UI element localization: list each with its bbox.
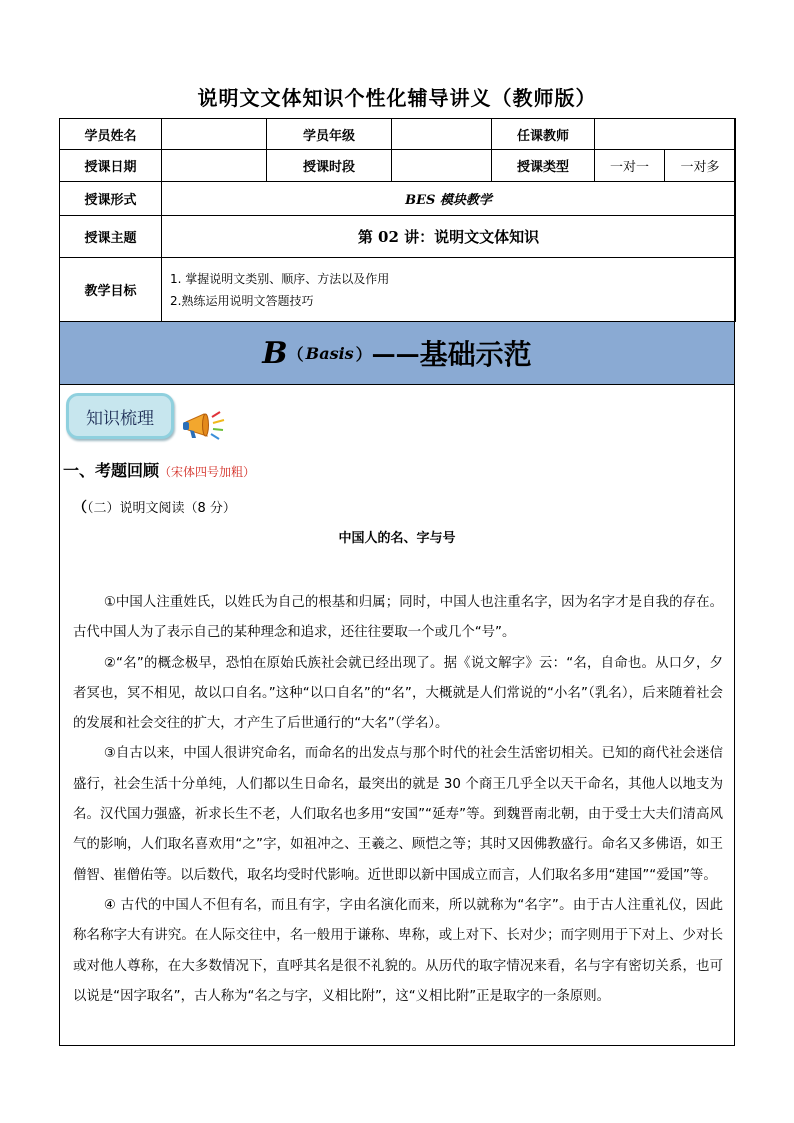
article-paragraph: ③自古以来，中国人很讲究命名，而命名的出发点与那个时代的社会生活密切相关。已知的商代社会迷信盛行，社会生活十分单纯，人们都以生日命名，最突出的就是 30 个商王几乎全以天干命名，其他人以地支为名。汉代国力强盛，祈求长生不老，人们取名也多用“安国”“延寿”等。到魏晋南北朝，由于受士大夫们清高风气的影响，人们取名喜欢用“之”字，如祖冲之、王羲之、顾恺之等；其时又因佛教盛行。命名又多佛语，如王僧智、崔僧佑等。以后数代，取名均受时代影响。近世即以新中国成立而言，人们取名多用“建国”“爱国”等。 [73,746,723,883]
topic-label: 授课主题 [60,216,162,258]
student-name-label: 学员姓名 [60,119,162,150]
banner-paren-close: ） [355,344,372,364]
knowledge-badge: 知识梳理 [66,393,174,439]
grade-field[interactable] [392,119,492,150]
type-label: 授课类型 [492,150,595,182]
period-field[interactable] [392,150,492,182]
goal-item: 2.熟练运用说明文答题技巧 [170,293,314,308]
form-value: BES 模块教学 [162,182,736,216]
banner-title: 基础示范 [419,338,532,371]
date-field[interactable] [162,150,267,182]
goal-list [162,258,736,322]
type-option-one-on-one[interactable]: 一对一 [595,150,665,182]
subsection-open-paren: （ [73,500,87,516]
banner-dash: —— [371,338,420,368]
subsection-text: （二）说明文阅读（8 分） [87,501,236,516]
date-label: 授课日期 [60,150,162,182]
form-label: 授课形式 [60,182,162,216]
section-banner [60,322,734,385]
article-paragraph: ②“名”的概念极早，恐怕在原始氏族社会就已经出现了。据《说文解字》云：“名，自命也。从口夕，夕者冥也，冥不相见，故以口自名。”这种“以口自名”的“名”，大概就是人们常说的“小名”（乳名），后来随着社会的发展和社会交往的扩大，才产生了后世通行的“大名”（学名）。 [73,655,723,732]
section-heading-text: 一、考题回顾 [63,461,160,480]
banner-letter: B [262,335,288,371]
megaphone-icon [180,408,228,444]
grade-label: 学员年级 [267,119,392,150]
article-paragraph: ④ 古代的中国人不但有名，而且有字，字由名演化而来，所以就称为“名字”。由于古人注重礼仪，因此称名称字大有讲究。在人际交往中，名一般用于谦称、卑称，或上对下、长对少；而字则用于下对上、少对长或对他人尊称，在大多数情况下，直呼其名是很不礼貌的。从历代的取字情况来看，名与字有密切关系，也可以说是“因字取名”，古人称为“名之与字，义相比附”，这“义相比附”正是取字的一条原则。 [73,897,723,1004]
article-paragraph: ①中国人注重姓氏，以姓氏为自己的根基和归属；同时，中国人也注重名字，因为名字才是自我的存在。古代中国人为了表示自己的某种理念和追求，还往往要取一个或几个“号”。 [73,595,723,641]
info-table [59,118,736,322]
banner-word: Basis [305,343,354,363]
article-body [73,588,723,1012]
goal-label: 教学目标 [60,258,162,322]
teacher-label: 任课教师 [492,119,595,150]
subsection-heading [73,497,236,517]
section-heading [63,458,255,481]
goal-item: 1. 掌握说明文类别、顺序、方法以及作用 [170,271,390,286]
type-option-group[interactable]: 一对多 [665,150,736,182]
section-heading-note: （宋体四号加粗） [159,465,256,479]
topic-value: 第 02 讲：说明文文体知识 [162,216,736,258]
banner-paren-open: （ [287,344,304,364]
student-name-field[interactable] [162,119,267,150]
period-label: 授课时段 [267,150,392,182]
article-title: 中国人的名、字与号 [338,531,456,546]
document-title: 说明文文体知识个性化辅导讲义（教师版） [197,86,597,110]
teacher-field[interactable] [595,119,736,150]
